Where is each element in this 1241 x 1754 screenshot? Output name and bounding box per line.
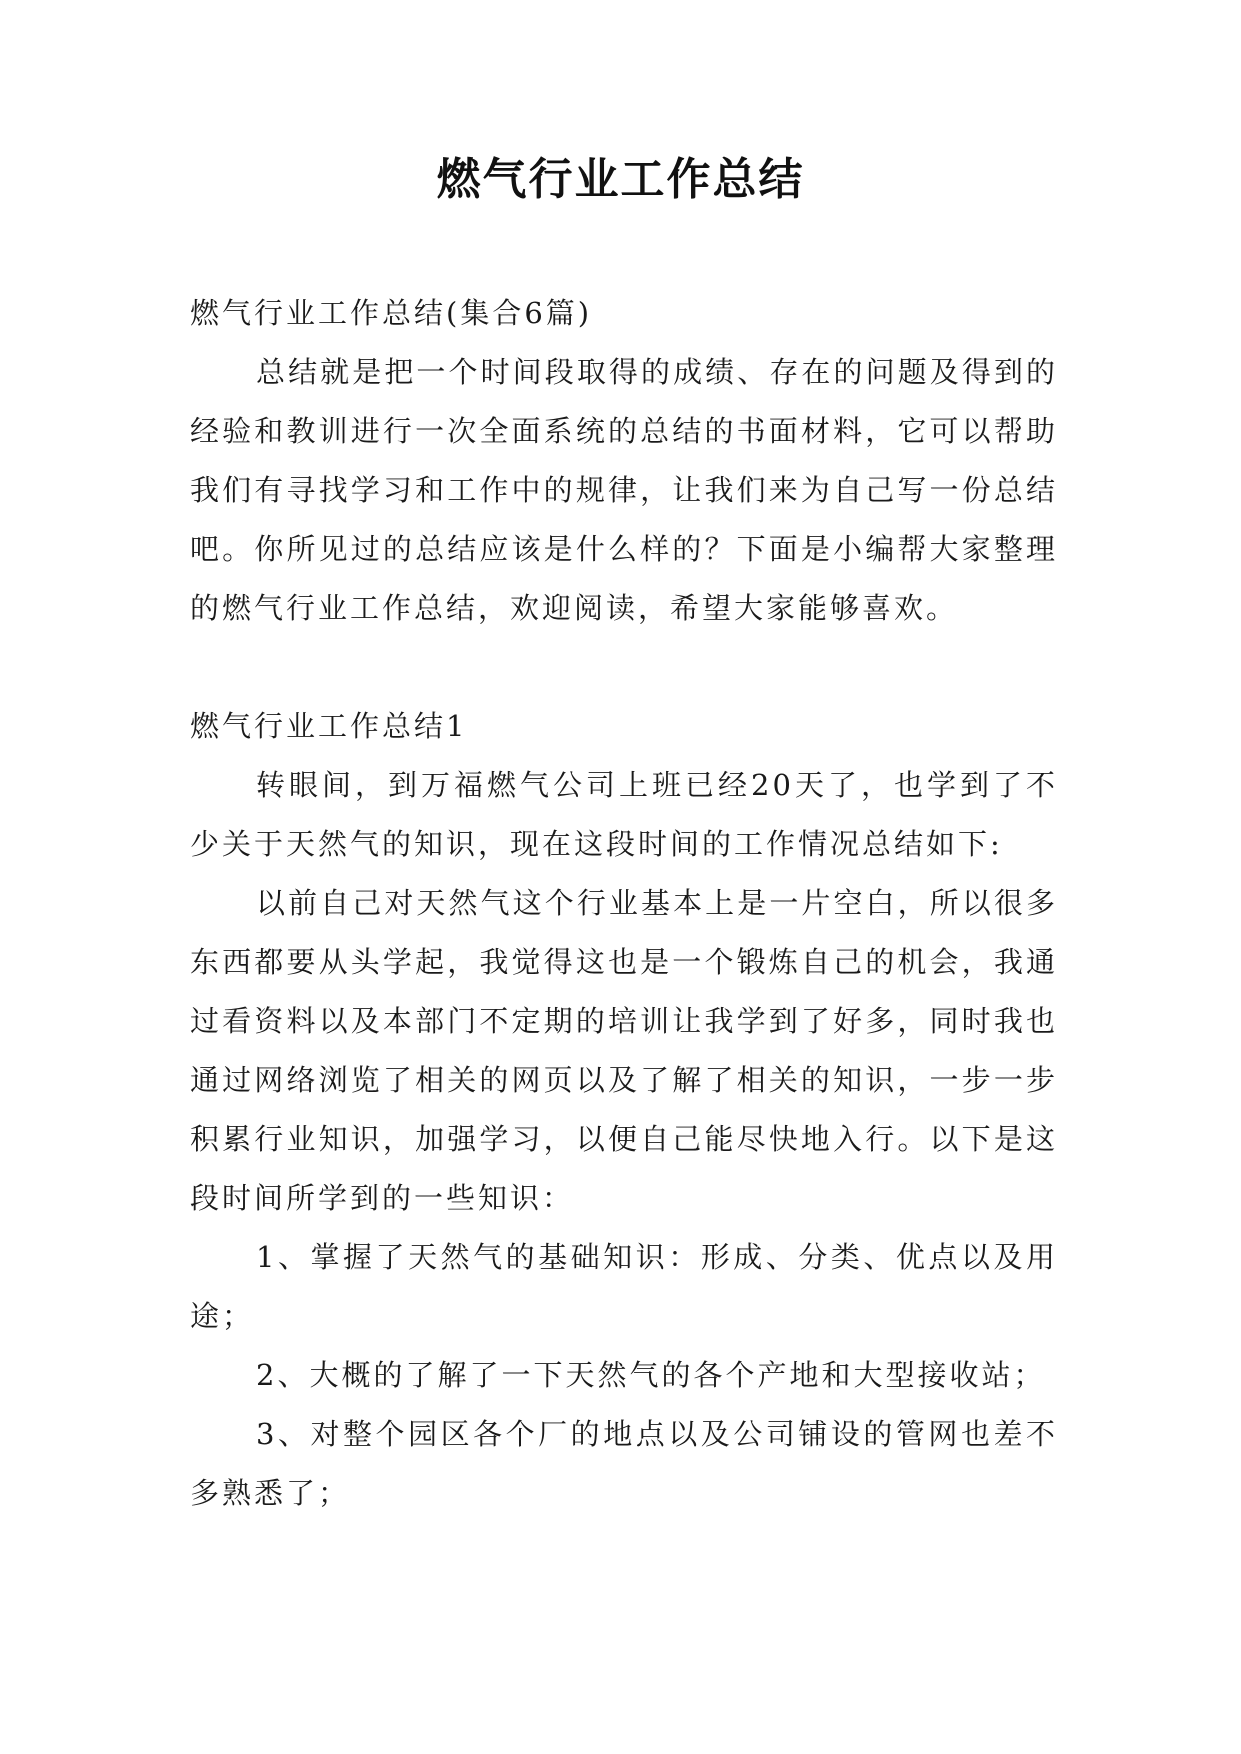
section-paragraph: 以前自己对天然气这个行业基本上是一片空白，所以很多东西都要从头学起，我觉得这也是一个锻炼自己的机会，我通过看资料以及本部门不定期的培训让我学到了好多，同时我也通过网络浏览了相关的网页以及了解了相关的知识，一步一步积累行业知识，加强学习，以便自己能尽快地入行。以下是这段时间所学到的一些知识： <box>190 886 1058 1215</box>
list-item: 3、对整个园区各个厂的地点以及公司铺设的管网也差不多熟悉了； <box>190 1417 1058 1510</box>
section-heading: 燃气行业工作总结1 <box>190 709 468 743</box>
intro-paragraph: 总结就是把一个时间段取得的成绩、存在的问题及得到的经验和教训进行一次全面系统的总结的书面材料，它可以帮助我们有寻找学习和工作中的规律，让我们来为自己写一份总结吧。你所见过的总结应该是什么样的？下面是小编帮大家整理的燃气行业工作总结，欢迎阅读，希望大家能够喜欢。 <box>190 355 1058 625</box>
section-paragraph: 转眼间，到万福燃气公司上班已经20天了，也学到了不少关于天然气的知识，现在这段时间的工作情况总结如下: <box>190 768 1058 861</box>
document-subtitle: 燃气行业工作总结(集合6篇) <box>190 296 593 330</box>
list-item: 1、掌握了天然气的基础知识：形成、分类、优点以及用途； <box>190 1240 1058 1333</box>
list-item: 2、大概的了解了一下天然气的各个产地和大型接收站； <box>256 1358 1046 1392</box>
document-title: 燃气行业工作总结 <box>436 154 805 205</box>
document-body <box>190 284 1058 1523</box>
